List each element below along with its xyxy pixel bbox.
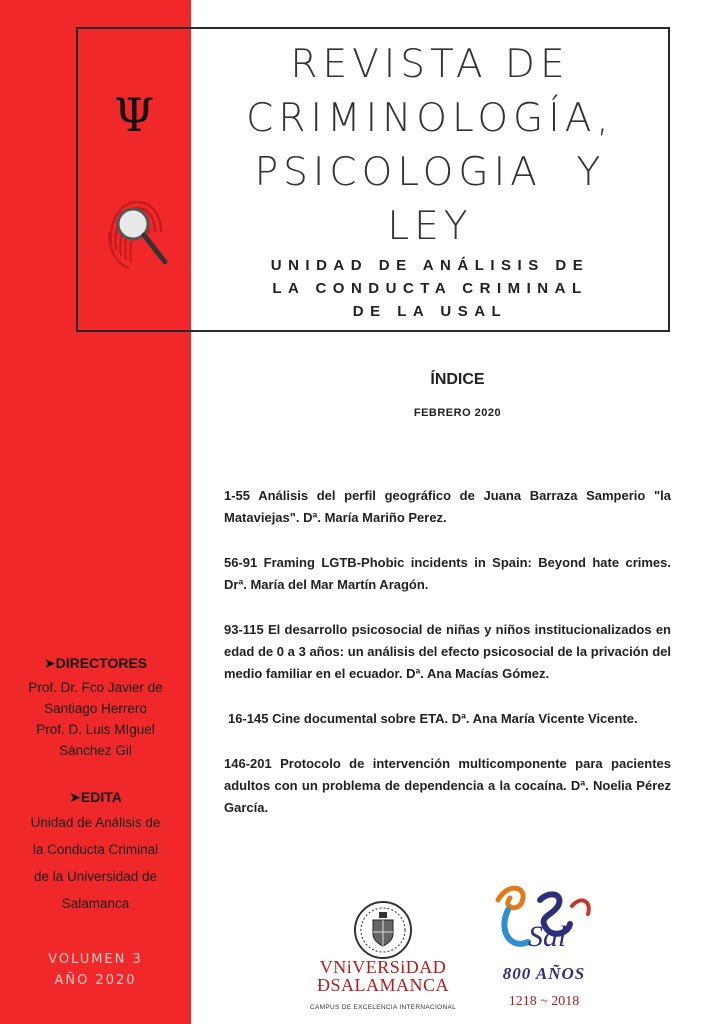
university-line-2: ÐSALAMANCA	[316, 975, 449, 995]
edita-line: la Conducta Criminal	[32, 842, 159, 857]
edita-heading: ➤EDITA	[69, 789, 122, 805]
psi-icon: Ψ	[113, 88, 155, 142]
edita-line: de la Universidad de	[33, 869, 158, 884]
edita-list	[0, 809, 191, 917]
title-line-2: CRIMINOLOGÍA,	[246, 96, 614, 141]
edita-line: Salamanca	[61, 896, 130, 911]
directors-list	[0, 677, 191, 761]
anniversary-years: 1218 ~ 2018	[508, 994, 580, 1009]
anniversary-text: 800 AÑOS	[502, 964, 586, 983]
index-entry: 1-55 Análisis del perfil geográfico de Juana Barraza Samperio "la Mataviejas". Dª. María Mariño Perez.	[224, 488, 671, 525]
svg-text:Sal: Sal	[528, 920, 567, 953]
university-line-1: VNiVERSiDAD	[319, 957, 447, 977]
title-line-4: LEY	[387, 204, 473, 249]
volume-label: VOLUMEN 3	[48, 952, 143, 967]
university-seal-icon	[353, 900, 413, 960]
journal-subtitle	[200, 254, 660, 323]
year-label: AÑO 2020	[54, 973, 137, 988]
index-entry: 16-145 Cine documental sobre ETA. Dª. Ana María Vicente Vicente.	[228, 711, 638, 726]
university-name	[300, 958, 466, 994]
fingerprint-magnifier-icon	[103, 192, 171, 272]
journal-title	[200, 38, 660, 254]
index-entries	[224, 485, 671, 842]
index-entry: 56-91 Framing LGTB-Phobic incidents in Spain: Beyond hate crimes. Drª. María del Mar Martín Aragón.	[224, 555, 671, 592]
subtitle-line-3: DE LA USAL	[352, 303, 508, 320]
index-entry: 93-115 El desarrollo psicosocial de niñas y niños institucionalizados en edad de 0 a 3 años: un análisis del efecto psicosocial de la privación del medio familiar en el ecuador. Dª. Ana Macías Gómez.	[224, 622, 671, 681]
directors-heading: ➤DIRECTORES	[43, 655, 148, 671]
directors-line: Santiago Herrero	[44, 701, 147, 716]
index-date: FEBRERO 2020	[413, 407, 502, 419]
index-title: ÍNDICE	[430, 371, 485, 388]
index-entry: 146-201 Protocolo de intervención multicomponente para pacientes adultos con un problema de dependencia a la cocaína. Dª. Noelia Pérez García.	[224, 756, 671, 815]
anniversary-logo-icon	[488, 880, 600, 960]
directors-line: Prof. D. Luis MIguel	[36, 722, 155, 737]
subtitle-line-2: LA CONDUCTA CRIMINAL	[272, 280, 588, 297]
title-line-1: REVISTA DE	[290, 42, 570, 87]
directors-line: Prof. Dr. Fco Javier de	[28, 680, 163, 695]
university-tagline: CAMPUS DE EXCELENCIA INTERNACIONAL	[309, 1004, 456, 1011]
subtitle-line-1: UNIDAD DE ANÁLISIS DE	[270, 257, 590, 274]
directors-line: Sánchez Gil	[59, 743, 132, 758]
edita-line: Unidad de Análisis de	[30, 815, 161, 830]
title-line-3: PSICOLOGIA Y	[254, 150, 606, 195]
